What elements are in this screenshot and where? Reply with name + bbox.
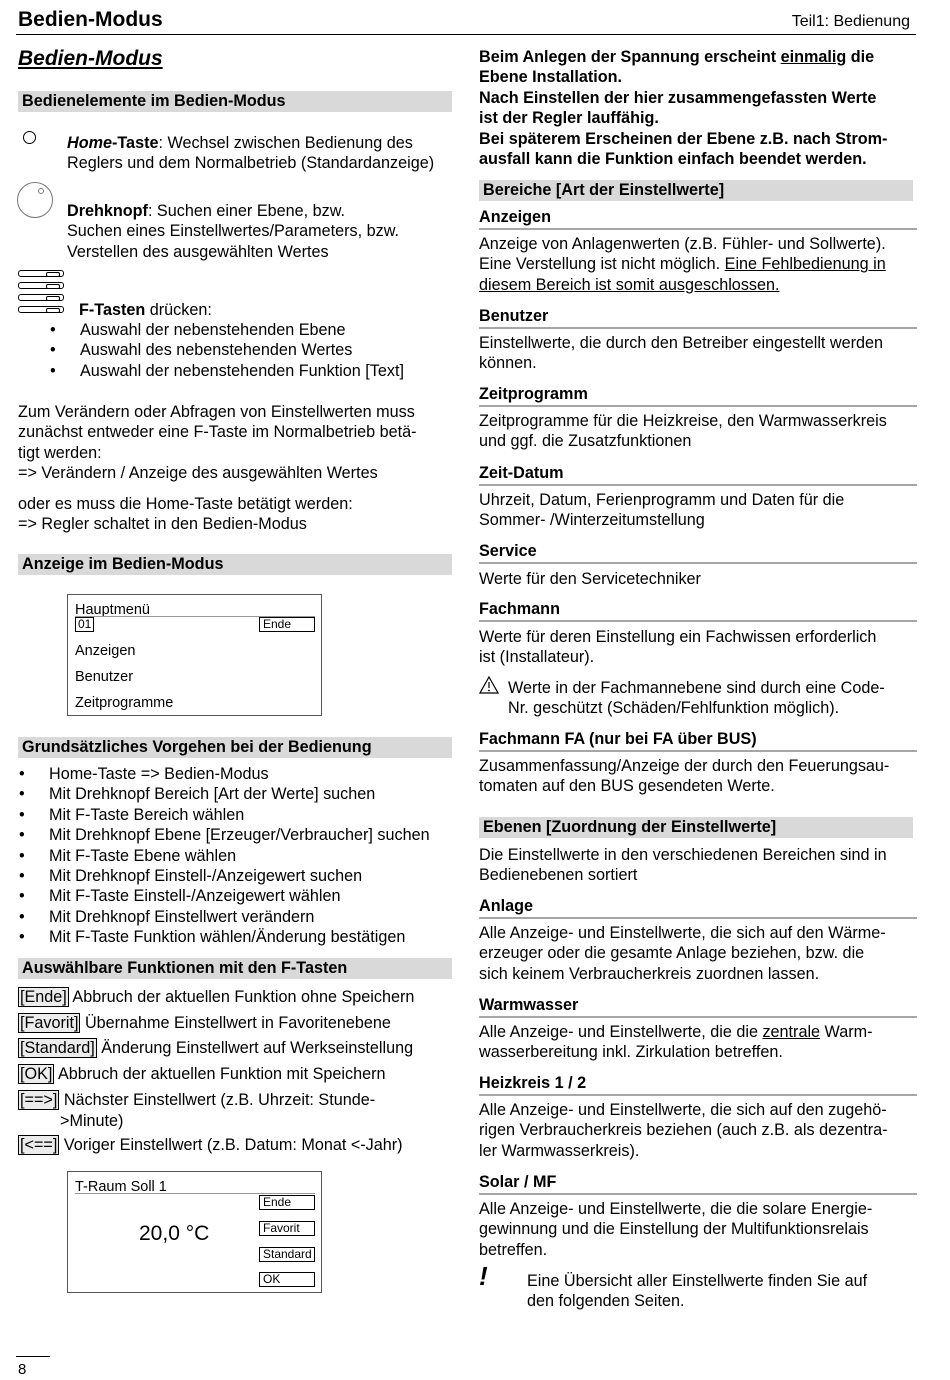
subheading-solar-mf: Solar / MF (479, 1172, 917, 1195)
text-line: Alle Anzeige- und Einstellwerte, die die solare Energie- (479, 1200, 873, 1218)
text-line: Bedienebenen sortiert (479, 866, 638, 885)
text-part: zentrale (762, 1023, 821, 1041)
text-line: ler Warmwasserkreis). (479, 1141, 640, 1160)
text-part: Beim Anlegen der Spannung erscheint (479, 48, 781, 66)
section-heading-ebenen: Ebenen [Zuordnung der Einstellwerte] (479, 817, 913, 838)
text-line: Zeitprogramme für die Heizkreise, den Warmwasserkreis (479, 412, 887, 430)
text-zeitprogramm (479, 411, 887, 452)
text-line: Bei späterem Erscheinen der Ebene z.B. nach Strom- (479, 129, 888, 148)
knob-text3: Verstellen des ausgewählten Wertes (67, 242, 329, 261)
text-fachmann-fa (479, 756, 889, 797)
text-anzeigen (479, 234, 886, 295)
display-menu-item: Zeitprogramme (75, 695, 174, 711)
text-line: Anzeige von Anlagenwerten (z.B. Fühler- und Sollwerte). (479, 235, 886, 253)
text-line: Werte für deren Einstellung ein Fachwissen erforderlich (479, 628, 877, 646)
subheading-service: Service (479, 541, 917, 564)
section-heading-bereiche: Bereiche [Art der Einstellwerte] (479, 180, 913, 201)
list-item: • Mit Drehknopf Einstellwert verändern (19, 907, 430, 927)
home-bold2: -Taste (111, 134, 159, 152)
subheading-anzeigen: Anzeigen (479, 207, 917, 230)
text-line: Werte für den Servicetechniker (479, 570, 701, 588)
text-line: ausfall kann die Funktion einfach beendet werden. (479, 150, 867, 169)
f-keys-description (79, 300, 212, 320)
function-key-standard: [Standard] (20, 1039, 95, 1058)
function-text: Abbruch der aktuellen Funktion ohne Speichern (68, 988, 415, 1006)
display-favorit-button: Favorit (259, 1221, 315, 1236)
text-service (479, 569, 701, 589)
home-text1: : Wechsel zwischen Bedienung des (158, 134, 413, 152)
page-number: 8 (18, 1361, 27, 1378)
display-title: Hauptmenü (75, 602, 150, 618)
text-line: zunächst entweder eine F-Taste im Normalbetrieb betä- (18, 423, 417, 442)
rotary-knob-icon (17, 182, 53, 218)
text-part: einmalig (780, 48, 847, 66)
function-text: Übernahme Einstellwert in Favoritenebene (80, 1013, 391, 1032)
list-item: • Auswahl des nebenstehenden Wertes (50, 340, 404, 360)
text-line: Zum Verändern oder Abfragen von Einstellwerten muss (18, 403, 415, 421)
text-zeit-datum (479, 490, 844, 531)
note-overview (527, 1271, 867, 1312)
display-room-setpoint (67, 1171, 322, 1293)
text-line: Werte in der Fachmannebene sind durch eine Code- (508, 679, 885, 697)
function-item (18, 1036, 414, 1062)
function-item (18, 1062, 414, 1088)
list-item: • Mit F-Taste Funktion wählen/Änderung bestätigen (19, 927, 430, 947)
text-line: => Regler schaltet in den Bedien-Modus (18, 515, 307, 534)
f-keys-icon (18, 270, 68, 316)
display-title: T-Raum Soll 1 (75, 1179, 167, 1195)
function-item (18, 1133, 414, 1159)
f-keys-list (50, 320, 404, 381)
home-bold: Home (67, 134, 112, 152)
subheading-zeitprogramm: Zeitprogramm (479, 384, 917, 407)
function-text: >Minute) (60, 1111, 124, 1130)
text-line: sich keinem Verbraucherkreis zuordnen lassen. (479, 964, 820, 983)
text-line: tigt werden: (18, 443, 102, 462)
section-heading-bedienelemente: Bedienelemente im Bedien-Modus (18, 91, 452, 112)
function-text: Abbruch der aktuellen Funktion mit Speichern (54, 1064, 386, 1083)
function-text: Änderung Einstellwert auf Werkseinstellung (96, 1039, 414, 1058)
text-anlage (479, 923, 886, 984)
display-value: 20,0 °C (139, 1222, 210, 1245)
function-list (18, 985, 414, 1159)
list-item: • Mit F-Taste Bereich wählen (19, 805, 430, 825)
warning-triangle-icon (479, 676, 499, 694)
fkeys-bold: F-Tasten (79, 301, 146, 319)
list-item: • Mit Drehknopf Ebene [Erzeuger/Verbraucher] suchen (19, 825, 430, 845)
intro-paragraph (479, 47, 887, 169)
text-ebenen (479, 845, 887, 886)
paragraph-home-key (18, 494, 353, 535)
paragraph-change-values (18, 402, 417, 484)
text-line: Nr. geschützt (Schäden/Fehlfunktion möglich). (508, 699, 840, 718)
text-line: erzeuger oder die gesamte Anlage beziehen, bzw. die (479, 944, 865, 963)
page-title: Bedien-Modus (18, 47, 163, 70)
function-text: Nächster Einstellwert (z.B. Uhrzeit: Stunde- (59, 1091, 376, 1110)
fkeys-text: drücken: (145, 301, 212, 319)
text-line: oder es muss die Home-Taste betätigt werden: (18, 495, 353, 513)
text-line: betreffen. (479, 1240, 548, 1259)
text-line: Einstellwerte, die durch den Betreiber eingestellt werden (479, 334, 884, 352)
text-solar-mf (479, 1199, 872, 1260)
section-heading-vorgehen: Grundsätzliches Vorgehen bei der Bedienung (18, 737, 452, 758)
text-part: Eine Verstellung ist nicht möglich. (479, 255, 725, 274)
text-line: ist (Installateur). (479, 648, 595, 667)
text-line: tomaten auf den BUS gesendeten Werte. (479, 777, 775, 796)
exclamation-icon: ! (479, 1261, 488, 1291)
list-item: • Mit F-Taste Ebene wählen (19, 846, 430, 866)
text-heizkreis (479, 1100, 888, 1161)
display-end-button: Ende (259, 617, 315, 632)
text-fachmann (479, 627, 876, 668)
text-line: rigen Verbraucherkreis beziehen (auch z.B. als dezentra- (479, 1121, 888, 1140)
subheading-fachmann: Fachmann (479, 599, 917, 622)
text-line: Nach Einstellen der hier zusammengefassten Werte (479, 88, 877, 107)
knob-text2: Suchen eines Einstellwertes/Parameters, bzw. (67, 222, 400, 241)
text-line: Sommer- /Winterzeitumstellung (479, 511, 705, 530)
home-key-icon (23, 131, 36, 144)
list-item: • Auswahl der nebenstehenden Funktion [Text] (50, 361, 404, 381)
display-end-button: Ende (259, 1195, 315, 1210)
subheading-anlage: Anlage (479, 896, 917, 919)
section-heading-funktionen: Auswählbare Funktionen mit den F-Tasten (18, 958, 452, 979)
text-line: diesem Bereich ist somit ausgeschlossen. (479, 275, 780, 294)
text-line: Alle Anzeige- und Einstellwerte, die sich auf den Wärme- (479, 924, 886, 942)
subheading-warmwasser: Warmwasser (479, 995, 917, 1018)
text-line: und ggf. die Zusatzfunktionen (479, 432, 692, 451)
text-line: gewinnung und die Einstellung der Multifunktionsrelais (479, 1220, 869, 1239)
text-line: Eine Übersicht aller Einstellwerte finden Sie auf (527, 1272, 868, 1290)
subheading-zeit-datum: Zeit-Datum (479, 463, 917, 486)
text-line: Alle Anzeige- und Einstellwerte, die sich auf den zugehö- (479, 1101, 887, 1119)
function-key-ende: [Ende] (20, 988, 67, 1006)
display-ok-button: OK (259, 1272, 315, 1287)
subheading-fachmann-fa: Fachmann FA (nur bei FA über BUS) (479, 729, 917, 752)
footer-rule (16, 1356, 50, 1357)
knob-text1: : Suchen einer Ebene, bzw. (147, 202, 346, 220)
function-item (18, 1011, 414, 1037)
text-line: ist der Regler lauffähig. (479, 109, 659, 128)
knob-bold: Drehknopf (67, 202, 148, 220)
function-text: Voriger Einstellwert (z.B. Datum: Monat <-Jahr) (59, 1136, 403, 1155)
text-line: => Verändern / Anzeige des ausgewählten Wertes (18, 464, 378, 483)
subheading-benutzer: Benutzer (479, 306, 917, 329)
function-item (18, 1090, 414, 1131)
function-item (18, 985, 414, 1011)
text-line: wasserbereitung inkl. Zirkulation betreffen. (479, 1043, 783, 1062)
display-main-menu (67, 594, 322, 716)
function-key-ok: [OK] (20, 1064, 53, 1083)
text-line: Ebene Installation. (479, 68, 623, 87)
list-item: • Mit F-Taste Einstell-/Anzeigewert wählen (19, 886, 430, 906)
home-text2: Reglers und dem Normalbetrieb (Standardanzeige) (67, 154, 435, 173)
text-line: Die Einstellwerte in den verschiedenen Bereichen sind in (479, 846, 887, 864)
subheading-heizkreis: Heizkreis 1 / 2 (479, 1073, 917, 1096)
display-standard-button: Standard (259, 1247, 315, 1262)
display-menu-item: Anzeigen (75, 643, 136, 659)
display-menu-item: Benutzer (75, 669, 134, 685)
warning-fachmann (508, 678, 885, 719)
header-section: Teil1: Bedienung (791, 13, 910, 30)
section-heading-anzeige: Anzeige im Bedien-Modus (18, 554, 452, 575)
header-rule (16, 34, 916, 35)
function-key-prev: [<==] (20, 1136, 58, 1155)
text-line: den folgenden Seiten. (527, 1292, 685, 1311)
text-part: Eine Fehlbedienung in (724, 255, 886, 274)
function-key-favorit: [Favorit] (20, 1013, 79, 1032)
text-line: Zusammenfassung/Anzeige der durch den Feuerungsau- (479, 757, 890, 775)
text-part: die (846, 48, 875, 66)
list-item: • Auswahl der nebenstehenden Ebene (50, 320, 404, 340)
list-item: • Mit Drehknopf Einstell-/Anzeigewert suchen (19, 866, 430, 886)
home-key-description (67, 133, 434, 174)
list-item: • Home-Taste => Bedien-Modus (19, 764, 430, 784)
header-title: Bedien-Modus (18, 8, 163, 31)
list-item: • Mit Drehknopf Bereich [Art der Werte] suchen (19, 784, 430, 804)
function-key-next: [==>] (20, 1091, 58, 1110)
text-part: Warm- (820, 1023, 873, 1041)
display-level-number: 01 (75, 617, 94, 632)
text-warmwasser (479, 1022, 873, 1063)
text-line: können. (479, 354, 537, 373)
procedure-list (19, 764, 430, 948)
text-part: Alle Anzeige- und Einstellwerte, die die (479, 1023, 763, 1041)
text-benutzer (479, 333, 883, 374)
text-line: Uhrzeit, Datum, Ferienprogramm und Daten für die (479, 491, 845, 509)
knob-description (67, 201, 399, 262)
